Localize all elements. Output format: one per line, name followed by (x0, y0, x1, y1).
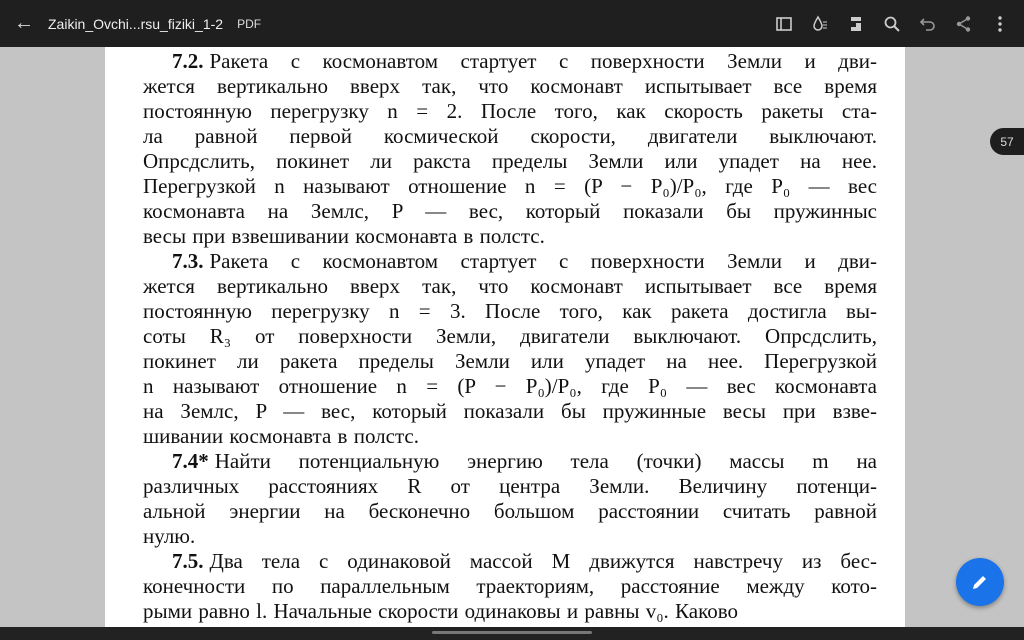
line-text: космонавта на Землс, P — вес, который показали бы пружинныс (143, 199, 877, 223)
text-line (143, 599, 877, 624)
text-line (143, 224, 877, 249)
line-text: Опрсдслить, покинет ли ракста пределы Земли или упадет на нее. (143, 149, 877, 173)
page-text (143, 49, 877, 624)
search-icon[interactable] (876, 8, 908, 40)
text-line (143, 249, 877, 274)
line-text: Два тела с одинаковой массой M движутся навстречу из бес- (209, 549, 877, 573)
reading-mode-icon[interactable] (768, 8, 800, 40)
text-line (143, 349, 877, 374)
text-line (143, 499, 877, 524)
text-line (143, 374, 877, 399)
gesture-handle[interactable] (432, 631, 592, 634)
problem-number: 7.3. (172, 249, 204, 273)
text-line (143, 124, 877, 149)
pencil-icon (970, 572, 990, 592)
line-text: постоянную перегрузку n = 2. После того, как скорость ракеты ста- (143, 99, 877, 123)
text-line (143, 574, 877, 599)
text-line (143, 449, 877, 474)
text-line (143, 474, 877, 499)
navigation-bar (0, 627, 1024, 640)
line-text: постоянную перегрузку n = 3. После того, как ракета достигла вы- (143, 299, 877, 323)
text-line (143, 524, 877, 549)
text-line (143, 299, 877, 324)
text-line (143, 149, 877, 174)
line-text: рыми равно l. Начальные скорости одинаковы и равны v₀. Каково (143, 599, 738, 623)
pdf-page (105, 47, 905, 627)
page-number-badge: 57 (990, 128, 1024, 155)
text-line (143, 99, 877, 124)
text-line (143, 174, 877, 199)
more-vert-icon[interactable] (984, 8, 1016, 40)
back-arrow-icon[interactable]: ← (14, 12, 34, 34)
problem-number: 7.4* (172, 449, 209, 473)
line-text: соты R₃ от поверхности Земли, двигатели выключают. Опрсдслить, (143, 324, 877, 348)
text-line (143, 549, 877, 574)
document-title: Zaikin_Ovchi...rsu_fiziki_1-2 (48, 15, 224, 32)
line-text: покинет ли ракета пределы Земли или упадет на нее. Перегрузкой (143, 349, 877, 373)
app-bar (0, 0, 1024, 47)
line-text: конечности по параллельным траекториям, расстояние между кото- (143, 574, 877, 598)
line-text: нулю. (143, 524, 196, 548)
ink-drop-icon[interactable] (804, 8, 836, 40)
text-line (143, 199, 877, 224)
text-line (143, 324, 877, 349)
undo-icon[interactable] (912, 8, 944, 40)
line-text: Перегрузкой n называют отношение n = (P − P₀)/P₀, где P₀ — вес (143, 174, 877, 198)
text-line (143, 399, 877, 424)
text-line (143, 49, 877, 74)
page-layout-icon[interactable] (840, 8, 872, 40)
edit-button[interactable] (956, 558, 1004, 606)
share-icon[interactable] (948, 8, 980, 40)
file-type-label: PDF (237, 16, 262, 31)
line-text: ла равной первой космической скорости, двигатели выключают. (143, 124, 877, 148)
line-text: Найти потенциальную энергию тела (точки) массы m на (214, 449, 877, 473)
line-text: жется вертикально вверх так, что космонавт испытывает все время (143, 274, 877, 298)
line-text: n называют отношение n = (P − P₀)/P₀, где P₀ — вес космонавта (143, 374, 877, 398)
toolbar (764, 0, 1016, 47)
line-text: Ракета с космонавтом стартует с поверхности Земли и дви- (209, 249, 877, 273)
text-line (143, 424, 877, 449)
line-text: шивании космонавта в полстс. (143, 424, 419, 448)
line-text: альной энергии на бесконечно большом расстоянии считать равной (143, 499, 877, 523)
line-text: жется вертикально вверх так, что космонавт испытывает все время (143, 74, 877, 98)
text-line (143, 74, 877, 99)
line-text: Ракета с космонавтом стартует с поверхности Земли и дви- (209, 49, 877, 73)
problem-number: 7.2. (172, 49, 204, 73)
text-line (143, 274, 877, 299)
line-text: весы при взвешивании космонавта в полстс. (143, 224, 545, 248)
line-text: на Землс, P — вес, который показали бы пружинные весы при взве- (143, 399, 877, 423)
line-text: различных расстояниях R от центра Земли. Величину потенци- (143, 474, 877, 498)
problem-number: 7.5. (172, 549, 204, 573)
